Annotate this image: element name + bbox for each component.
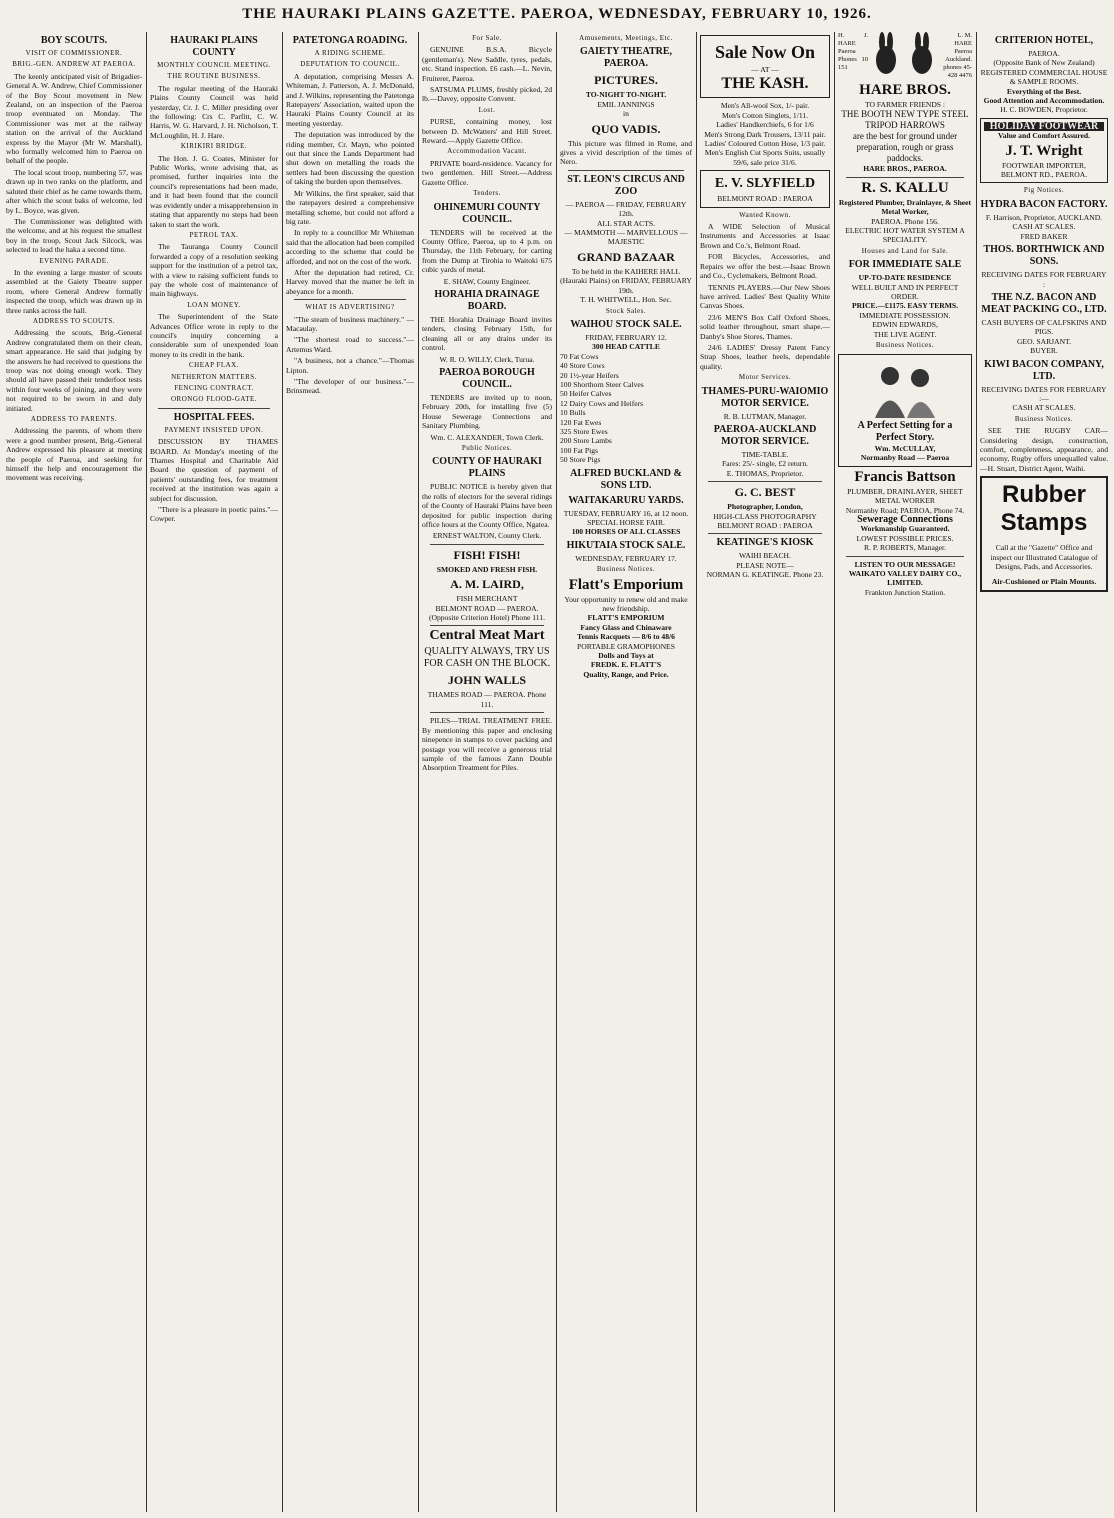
piles-ad: PILES—TRIAL TREATMENT FREE. By mentioning this paper and enclosing ninepence in stamps to cover packing and postage you will receive a generous trial sample of the famous Zann Double Absorption Treatment for Piles. [422, 716, 552, 773]
cattle-list [560, 352, 692, 465]
battson-manager: R. P. ROBERTS, Manager. [863, 543, 947, 553]
nz-bacon-title: THE N.Z. BACON AND MEAT PACKING CO., LTD. [981, 291, 1107, 315]
circus-date: — PAEROA — FRIDAY, FEBRUARY 12th. [565, 199, 687, 219]
theatre-name: GAIETY THEATRE, PAEROA. [579, 46, 673, 70]
list-item: 100 Shorthorn Steer Calves [560, 379, 644, 389]
paragraph: The Commissioner was delighted with the welcome, and at his request the smallest boy in the troop, Scout Jack Silcock, was selected to lead the haka a second time. [6, 216, 142, 255]
signature: Wm. C. ALEXANDER, Town Clerk. [430, 432, 544, 442]
best-address: BELMONT ROAD : PAEROA [717, 521, 813, 530]
bazaar-title: GRAND BAZAAR [577, 249, 675, 264]
notice-text: THE Horahia Drainage Board invites tenders, closing February 15th, for cleaning all or any drains under its control. [422, 314, 552, 353]
paragraph: The Tauranga County Council forwarded a copy of a resolution seeking support for the institution of a petrol tax, with a view to raising sufficient funds to pay the whole cost of maintenance of main highways. [150, 242, 278, 299]
hotel-rooms: REGISTERED COMMERCIAL HOUSE & SAMPLE ROOMS. [980, 67, 1108, 87]
list-item: 40 Store Cows [560, 361, 605, 371]
classified-ad: SATSUMA PLUMS, freshly picked, 2d lb.—Davey, opposite Convent. [422, 85, 552, 104]
divider [158, 408, 270, 409]
film-title: QUO VADIS. [591, 121, 661, 136]
section-heading: Business Notices. [596, 565, 656, 574]
column-hotel-pigs [980, 32, 1108, 1514]
paragraph: The deputation was introduced by the riding member, Cr. Mayn, who pointed out that since the Lands Department had shut down on metalling the roads the settlers had been discussing the question of taking the burden upon themselves. [286, 130, 414, 187]
quote: "There is a pleasure in poetic pains."—Cowper. [150, 505, 278, 524]
masthead: THE HAURAKI PLAINS GAZETTE. PAEROA, WEDNESDAY, FEBRUARY 10, 1926. [242, 6, 872, 22]
flatt-line: Dolls and Toys at [598, 651, 654, 661]
list-item: Ladies' Handkerchiefs, 6 for 1/6 [716, 120, 814, 130]
classified-ad: TENNIS PLAYERS.—Our New Shoes have arrived. Ladies' Best Quality White Canvas Shoes. [700, 282, 830, 311]
rabbit-icon [870, 32, 904, 76]
kiwi-bacon-title: KIWI BACON COMPANY, LTD. [984, 358, 1104, 382]
kash-list [700, 101, 830, 167]
notice-title: OHINEMURI COUNTY COUNCIL. [433, 201, 541, 225]
fish-ad-trade: FISH MERCHANT [456, 594, 518, 604]
divider [430, 712, 544, 713]
section-heading: Pig Notices. [1023, 186, 1065, 195]
section-heading: ADDRESS TO PARENTS. [30, 415, 118, 424]
hare-line: THE BOOTH NEW TYPE STEEL TRIPOD HARROWS [841, 109, 969, 131]
circus-acts: ALL STAR ACTS. [597, 218, 655, 228]
jeweller-ad [838, 354, 972, 467]
agent-name: EDWIN EDWARDS, [872, 320, 938, 330]
agent-tagline: THE LIVE AGENT. [873, 329, 937, 339]
rugby-ad: SEE THE RUGBY CAR—Considering design, construction, comfort, completeness, appearance, and economy, Rugby offers unequalled value.—H. Stuart, District Agent, Waihi. [980, 426, 1108, 473]
jeweller-address: Normanby Road — Paeroa [860, 453, 950, 463]
section-heading: LOAN MONEY. [187, 300, 241, 309]
tonight-label: TO-NIGHT TO-NIGHT. [585, 90, 667, 100]
proprietor: E. THOMAS, Proprietor. [726, 468, 804, 478]
quote: "The shortest road to success."—Artemus Ward. [286, 335, 414, 354]
film-star: EMIL JANNINGS [597, 99, 655, 109]
notice-title: PAEROA BOROUGH COUNCIL. [439, 366, 535, 390]
list-item: 70 Fat Cows [560, 351, 599, 361]
fish-ad-title: FISH! FISH! [453, 547, 521, 562]
fish-ad-address: BELMONT ROAD — PAEROA. (Opposite Criterion Hotel) Phone 111. [428, 603, 546, 623]
list-item: Men's English Cut Sports Suits, usually 59/6, sale price 31/6. [704, 148, 826, 167]
kallu-phone: PAEROA. Phone 156. [871, 216, 939, 226]
rubber-stamps-mounts: Air-Cushioned or Plain Mounts. [991, 577, 1097, 587]
pictures-heading: PICTURES. [594, 73, 658, 88]
divider [708, 533, 822, 534]
column-amusements [560, 32, 692, 1514]
section-heading: PETROL TAX. [189, 230, 239, 239]
column-shops [700, 32, 830, 1514]
hotel-proprietor: H. C. BOWDEN, Proprietor. [1000, 105, 1088, 115]
section-heading: ORONGO FLOOD-GATE. [171, 395, 257, 404]
yards-title: WAITAKARURU YARDS. [568, 494, 684, 506]
borthwick-title: THOS. BORTHWICK AND SONS. [983, 244, 1105, 268]
section-heading: Accommodation Vacant. [447, 147, 527, 156]
stock-sale-date: FRIDAY, FEBRUARY 12. [585, 332, 667, 342]
meat-ad-title: Central Meat Mart [429, 628, 545, 644]
column-rule [834, 32, 835, 1512]
kash-at: — AT — [751, 65, 779, 74]
film-description: This picture was filmed in Rome, and gives a vivid description of the times of Nero. [560, 138, 692, 167]
nz-bacon-buyers: CASH BUYERS OF CALFSKINS AND PIGS. [981, 317, 1107, 337]
footwear-address: FOOTWEAR IMPORTER, BELMONT RD., PAEROA. [1000, 160, 1088, 180]
list-item: 120 Fat Ewes [560, 417, 602, 427]
list-item: 12 Dairy Cows and Heifers [560, 398, 644, 408]
hikutaia-date: WEDNESDAY, FEBRUARY 17. [575, 553, 677, 563]
divider [294, 299, 406, 300]
flatt-title: Flatt's Emporium [568, 576, 684, 593]
stock-sale-title: WAIHOU STOCK SALE. [570, 318, 682, 330]
section-heading: Wanted Known. [739, 210, 791, 219]
section-heading: Business Notices. [875, 341, 935, 350]
list-item: 325 Store Ewes [560, 426, 608, 436]
kiosk-location: WAIHI BEACH. [739, 551, 791, 561]
flatt-tagline: Your opportunity to renew old and make new friendship. [564, 594, 688, 614]
fish-ad-name: A. M. LAIRD, [450, 577, 524, 592]
paragraph: The Hon. J. G. Coates, Minister for Public Works, wrote advising that, as promised, further inquiries into the council's representations had been made, and it had been found that the council was evidently under a misapprehension in stating that apparently no steps had been taken to start the work. [150, 153, 278, 229]
section-heading: Amusements, Meetings, Etc. [579, 34, 673, 42]
article-title: HOSPITAL FEES. [173, 411, 255, 423]
hare-line: HARE BROS., PAEROA. [863, 164, 947, 174]
column-trades [838, 32, 972, 1514]
nz-bacon-buyer: GEO. SARJANT. [1016, 336, 1072, 346]
hotel-location: (Opposite Bank of New Zealand) [993, 58, 1095, 68]
slyfield-ad [700, 170, 830, 207]
fares: Fares: 25/- single, £2 return. [721, 459, 809, 469]
battson-service: Sewerage Connections [857, 513, 953, 525]
timetable-label: TIME-TABLE. [741, 449, 789, 459]
bacon-proprietor: F. Harrison, Proprietor, AUCKLAND. [985, 212, 1103, 222]
hotel-town: PAEROA. [1028, 49, 1060, 58]
notice-text: TENDERS will be received at the County Office, Paeroa, up to 4 p.m. on Thursday, the 11th February, for carting from the Dump at Tirohia to Waitoki 675 cubic yards of metal. [422, 227, 552, 275]
kiwi-bacon-dates: RECEIVING DATES FOR FEBRUARY :— [981, 384, 1107, 403]
signature: W. R. O. WILLY, Clerk, Turua. [439, 354, 535, 364]
couple-illustration-icon [845, 358, 965, 418]
column-rule [282, 32, 283, 1512]
nz-bacon-role: BUYER. [1030, 346, 1058, 356]
hotel-name: CRITERION HOTEL, [994, 35, 1094, 46]
divider [430, 625, 544, 626]
flatt-line: FREDK. E. FLATT'S [590, 660, 662, 670]
bacon-cash: CASH AT SCALES. [1012, 222, 1076, 232]
circus-title: ST. LEON'S CIRCUS AND ZOO [567, 173, 685, 197]
flatt-line: PORTABLE GRAMOPHONES [577, 641, 675, 651]
flatt-line: Quality, Range, and Price. [583, 669, 669, 679]
article-subhead: DEPUTATION TO COUNCIL. [300, 60, 400, 69]
article-subhead: MONTHLY COUNCIL MEETING. [157, 61, 271, 69]
borthwick-dates: RECEIVING DATES FOR FEBRUARY : [981, 270, 1107, 289]
section-heading: FENCING CONTRACT. [174, 384, 254, 392]
quote: "The developer of our business."—Brinsmead. [286, 377, 414, 396]
footwear-name: J. T. Wright [1005, 142, 1083, 159]
article-title: HAURAKI PLAINS COUNTY [170, 35, 258, 58]
classified-ad: GENUINE B.S.A. Bicycle (gentleman's). New Saddle, tyres, pedals, etc. Stand inspection. £6 cash.—L. Nevin, Fruiterer, Paeroa. [422, 45, 552, 83]
list-item: 50 Store Pigs [560, 455, 601, 465]
column-patetonga [286, 32, 414, 1514]
section-heading: EVENING PARADE. [39, 256, 109, 265]
paragraph: In the evening a large muster of scouts assembled at the Gaiety Theatre supper room, where General Andrew formally inspected the troop, which was drawn up in three ranks across the hall. [6, 267, 142, 315]
divider [708, 481, 822, 482]
classified-ad: PURSE, containing money, lost between D. McWatters' and Hill Street. Reward.—Apply Gazette Office. [422, 117, 552, 146]
paragraph: The keenly anticipated visit of Brigadier-General A. W. Andrew, Chief Commissioner of the Boy Scout movement in New Zealand, on an inspection of the Paeroa troop eventuated on Monday. The Commissioner was met at the railway station on the arrival of the Auckland express by the Mayor (Mr W. Marshall), who formally welcomed him to Paeroa on behalf of the people. [6, 71, 142, 166]
paragraph: Addressing the scouts, Brig.-General Andrew congratulated them on their clean, smart appearance. He said that judging by the answers he had received to questions the troop was not doing enough work. They should all have passed their tenderfoot tests within four weeks of joining, and they were not required to be sworn in and duly initiated. [6, 328, 142, 413]
flatt-line: Tennis Racquets — 8/6 to 48/6 [577, 632, 675, 642]
list-item: 50 Heifer Calves [560, 389, 612, 399]
bazaar-details: To be held in the KAIHERE HALL (Hauraki Plains) on FRIDAY, FEBRUARY 19th. [560, 266, 692, 295]
dairy-name: WAIKATO VALLEY DAIRY CO., LIMITED. [848, 568, 962, 588]
paragraph: The local scout troop, numbering 57, was drawn up in two ranks on the platform, and saluted their chief as he came towards them, after which the scout baks of welcome, led by L. Boyce, was given. [6, 167, 142, 215]
column-rule [146, 32, 147, 1512]
article-subhead: VISIT OF COMMISSIONER. [25, 49, 123, 57]
section-heading: Motor Services. [738, 373, 792, 382]
section-heading: Lost. [478, 105, 496, 114]
hotel-slogan: Good Attention and Accommodation. [983, 96, 1105, 106]
battson-name: Francis Battson [854, 468, 956, 485]
dairy-location: Frankton Junction Station. [864, 587, 946, 597]
footwear-tagline: Value and Comfort Assured. [998, 131, 1090, 141]
section-heading: WHAT IS ADVERTISING? [305, 303, 395, 312]
kiosk-name: KEATINGE'S KIOSK [716, 537, 814, 549]
rubber-stamps-ad [980, 476, 1108, 592]
bacon-factory: HYDRA BACON FACTORY. [980, 198, 1108, 210]
section-heading: Tenders. [473, 189, 501, 198]
battson-trade: PLUMBER, DRAINLAYER, SHEET METAL WORKER [847, 486, 963, 506]
jeweller-name: Wm. McCULLAY, [874, 443, 936, 453]
bacon-agent: FRED BAKER [1020, 231, 1068, 241]
list-item: 20 1½-year Heifers [560, 370, 619, 380]
section-heading: KIRIKIRI BRIDGE. [180, 142, 248, 151]
bazaar-secretary: T. H. WHITWELL, Hon. Sec. [580, 295, 672, 305]
notice-text: PUBLIC NOTICE is hereby given that the rolls of electors for the several ridings of the County of Hauraki Plains have been deposited for public inspection during office hours at the County Office, Ngatea. [422, 482, 552, 530]
list-item: Men's Strong Dark Trousers, 13/11 pair. [704, 129, 826, 139]
notice-title: HORAHIA DRAINAGE BOARD. [434, 288, 540, 312]
best-service: HIGH-CLASS PHOTOGRAPHY [713, 511, 817, 521]
article-subhead: THE ROUTINE BUSINESS. [167, 72, 261, 81]
hare-left-contact: H. J. HARE Paeroa Phones 10 151 [838, 32, 868, 71]
article-subhead: PAYMENT INSISTED UPON. [164, 425, 264, 434]
horse-fair: SPECIAL HORSE FAIR. [587, 518, 665, 527]
meat-ad-name: JOHN WALLS [447, 673, 527, 688]
article-title: BOY SCOUTS. [40, 35, 108, 46]
article-subhead: A RIDING SCHEME. [314, 49, 386, 57]
kallu-special: ELECTRIC HOT WATER SYSTEM A SPECIALITY. [845, 226, 965, 245]
kash-title: Sale Now On [714, 42, 815, 62]
column-rule [556, 32, 557, 1512]
section-heading: Houses and Land for Sale. [861, 246, 949, 255]
fish-ad-sub: SMOKED AND FRESH FISH. [436, 564, 538, 574]
sale-condition: WELL BUILT AND IN PERFECT ORDER. [851, 282, 959, 302]
notice-text: TENDERS are invited up to noon, February 20th, for installing five (5) House Sewerage Connections and Sanitary Plumbing. [422, 392, 552, 431]
classified-ad: FOR Bicycles, Accessories, and Repairs we offer the best.—Isaac Brown and Co., Cyclemakers, Belmont Road. [700, 252, 830, 281]
section-heading: Stock Sales. [605, 306, 647, 315]
jeweller-headline: A Perfect Setting for a Perfect Story. [857, 419, 953, 443]
flatt-name: FLATT'S EMPORIUM [587, 613, 665, 623]
section-heading: Business Notices. [1014, 414, 1074, 423]
divider [430, 544, 544, 545]
paragraph: The regular meeting of the Hauraki Plains County Council was held yesterday, Cr. J. C. Miller presiding over the following: Crs C. Parfitt, C. W. Harris, W. G. Harvard, J. H. Nicholson, T. McLoughlin, H. J. Hare. [150, 83, 278, 140]
classified-ad: A WIDE Selection of Musical Instruments and Accessories at Isaac Brown and Co.'s, Belmont Road. [700, 222, 830, 250]
motor-service-title: PAEROA-AUCKLAND MOTOR SERVICE. [713, 423, 817, 447]
notice-title: COUNTY OF HAURAKI PLAINS [432, 456, 542, 480]
hikutaia-title: HIKUTAIA STOCK SALE. [566, 539, 686, 551]
meat-ad-address: THAMES ROAD — PAEROA. Phone 111. [427, 690, 547, 709]
yards-date: TUESDAY, FEBRUARY 16, at 12 noon. [563, 508, 689, 518]
best-title: Photographer, London, [727, 502, 803, 512]
motor-service-title: THAMES-PURU-WAIOMIO MOTOR SERVICE. [701, 385, 829, 409]
section-heading: ADDRESS TO SCOUTS. [32, 316, 116, 325]
column-hauraki-county [150, 32, 278, 1514]
article-subhead: BRIG.-GEN. ANDREW AT PAEROA. [12, 60, 136, 69]
list-item: 10 Bulls [560, 408, 586, 418]
flatt-line: Fancy Glass and Chinaware [580, 622, 672, 632]
kallu-trade: Registered Plumber, Drainlayer, & Sheet Metal Worker, [838, 197, 972, 217]
battson-prices: LOWEST POSSIBLE PRICES. [856, 533, 954, 543]
battson-address: Normanby Road; PAEROA, Phone 74. [845, 505, 965, 515]
quote: "The steam of business machinery." —Macaulay. [286, 314, 414, 333]
column-boy-scouts [6, 32, 142, 1514]
kiosk-note: PLEASE NOTE— [736, 560, 794, 570]
paragraph: In reply to a councillor Mr Whiteman said that the allocation had been compiled according to the scheme that could be afforded, and not on the cost of the work. [286, 228, 414, 266]
section-heading: For Sale. [472, 34, 502, 42]
list-item: 200 Store Lambs [560, 436, 612, 446]
rubber-stamps-title: Stamps [1000, 509, 1088, 537]
sale-possession: IMMEDIATE POSSESSION. [859, 310, 951, 320]
divider [846, 177, 964, 178]
paragraph: A deputation, comprising Messrs A. Whiteman, J. Patterson, A. J. McDonald, and J. Wilkins, representing the Patetonga Ratepayers' Association, waited upon the Hauraki Plains County Council at its meeting yesterday. [286, 71, 414, 128]
classified-ad: PRIVATE board-residence. Vacancy for two gentlemen. Hill Street.—Address Gazette Office. [422, 158, 552, 187]
column-rule [418, 32, 419, 1512]
classified-ad: 24/6 LADIES' Dressy Patent Fancy Strap Shoes, leather heels, dependable quality. [700, 342, 830, 371]
quote: "A business, not a chance."—Thomas Lipton. [286, 356, 414, 375]
slyfield-address: BELMONT ROAD : PAEROA [717, 194, 813, 204]
classified-ad: 23/6 MEN'S Box Calf Oxford Shoes, solid leather throughout, smart shape.—Danby's Shoe Stores, Thames. [700, 312, 830, 341]
paragraph: After the deputation had retired, Cr. Harvey moved that the matter be left in abeyance for a month. [286, 267, 414, 296]
section-heading: NETHERTON MATTERS. [171, 372, 257, 381]
battson-guarantee: Workmanship Guaranteed. [860, 524, 950, 534]
footwear-title: HOLIDAY FOOTWEAR [984, 122, 1104, 131]
section-heading: CHEAP FLAX. [189, 361, 239, 370]
list-item: Men's Cotton Singlets, 1/11. [721, 110, 809, 120]
slyfield-name: E. V. SLYFIELD [714, 176, 816, 192]
column-classifieds [422, 32, 552, 1514]
divider [568, 170, 684, 171]
best-name: G. C. BEST [734, 485, 796, 500]
motor-service-manager: R. B. LUTMAN, Manager. [723, 411, 807, 421]
sale-residence: UP-TO-DATE RESIDENCE [858, 273, 952, 283]
paragraph: Addressing the parents, of whom there were a good number present, Brig.-General Andrew expressed his pleasure at meeting the people of Paeroa, and seeking for himself the help and encouragement the movement was receiving. [6, 426, 142, 483]
article-title: PATETONGA ROADING. [292, 35, 408, 46]
hare-line: are the best for ground under preparation, rough or grass paddocks. [852, 131, 958, 164]
rubber-stamps-title: Rubber [1002, 481, 1086, 509]
kallu-name: R. S. KALLU [861, 179, 949, 196]
column-rule [696, 32, 697, 1512]
hare-header [838, 32, 972, 80]
list-item: Ladies' Coloured Cotton Hose, 1/3 pair. [704, 139, 826, 149]
signature: E. SHAW, County Engineer. [443, 276, 531, 286]
paragraph: DISCUSSION BY THAMES BOARD. At Monday's meeting of the Thames Hospital and Charitable Aid Board the question of payment of patients' outstanding fees, for treatment received at the institution was again a subject for discussion. [150, 437, 278, 503]
list-item: Men's All-wool Sox, 1/- pair. [720, 101, 810, 111]
rubber-stamps-text: Call at the "Gazette" Office and inspect our Illustrated Catalogue of Designs, Pads, and Accessories. [990, 543, 1098, 571]
footwear-ad [980, 118, 1108, 184]
paragraph: The Superintendent of the State Advances Office wrote in reply to the council's inquiry concerning a considerable sum of unexpended loan money to its credit in the bank. [150, 312, 278, 359]
film-in: in [623, 109, 629, 119]
auctioneer: ALFRED BUCKLAND & SONS LTD. [570, 467, 682, 491]
hare-right-contact: L. M. HARE Paeroa Auckland. phones 45-428 4476 [943, 32, 972, 79]
meat-ad-slogan: QUALITY ALWAYS, TRY US FOR CASH ON THE BLOCK. [423, 646, 551, 670]
kiosk-owner: NORMAN G. KEATINGE. Phone 23. [706, 570, 824, 580]
horses: 100 HORSES OF ALL CLASSES [571, 527, 681, 537]
kiwi-bacon-cash: CASH AT SCALES. [1012, 403, 1076, 413]
hotel-slogan: Everything of the Best. [1006, 86, 1082, 96]
section-heading: Public Notices. [461, 444, 513, 452]
paragraph: Mr Wilkins, the first speaker, said that the ratepayers desired a comprehensive metalling scheme, but could not afford a big rate. [286, 188, 414, 226]
stock-sale-head: 300 HEAD CATTLE [592, 342, 660, 352]
sale-heading: FOR IMMEDIATE SALE [848, 259, 962, 271]
signature: ERNEST WALTON, County Clerk. [432, 531, 542, 541]
dairy-heading: LISTEN TO OUR MESSAGE! [854, 559, 956, 569]
rabbit-icon [906, 32, 940, 76]
kash-ad [700, 35, 830, 98]
hare-line: TO FARMER FRIENDS : [864, 100, 946, 109]
hare-title: HARE BROS. [859, 82, 951, 98]
divider [846, 556, 964, 557]
column-rule [976, 32, 977, 1512]
sale-price: PRICE.—£1175. EASY TERMS. [851, 301, 959, 311]
kash-name: THE KASH. [721, 75, 809, 93]
circus-tagline: — MAMMOTH — MARVELLOUS — MAJESTIC [564, 228, 688, 247]
list-item: 100 Fat Pigs [560, 445, 598, 455]
